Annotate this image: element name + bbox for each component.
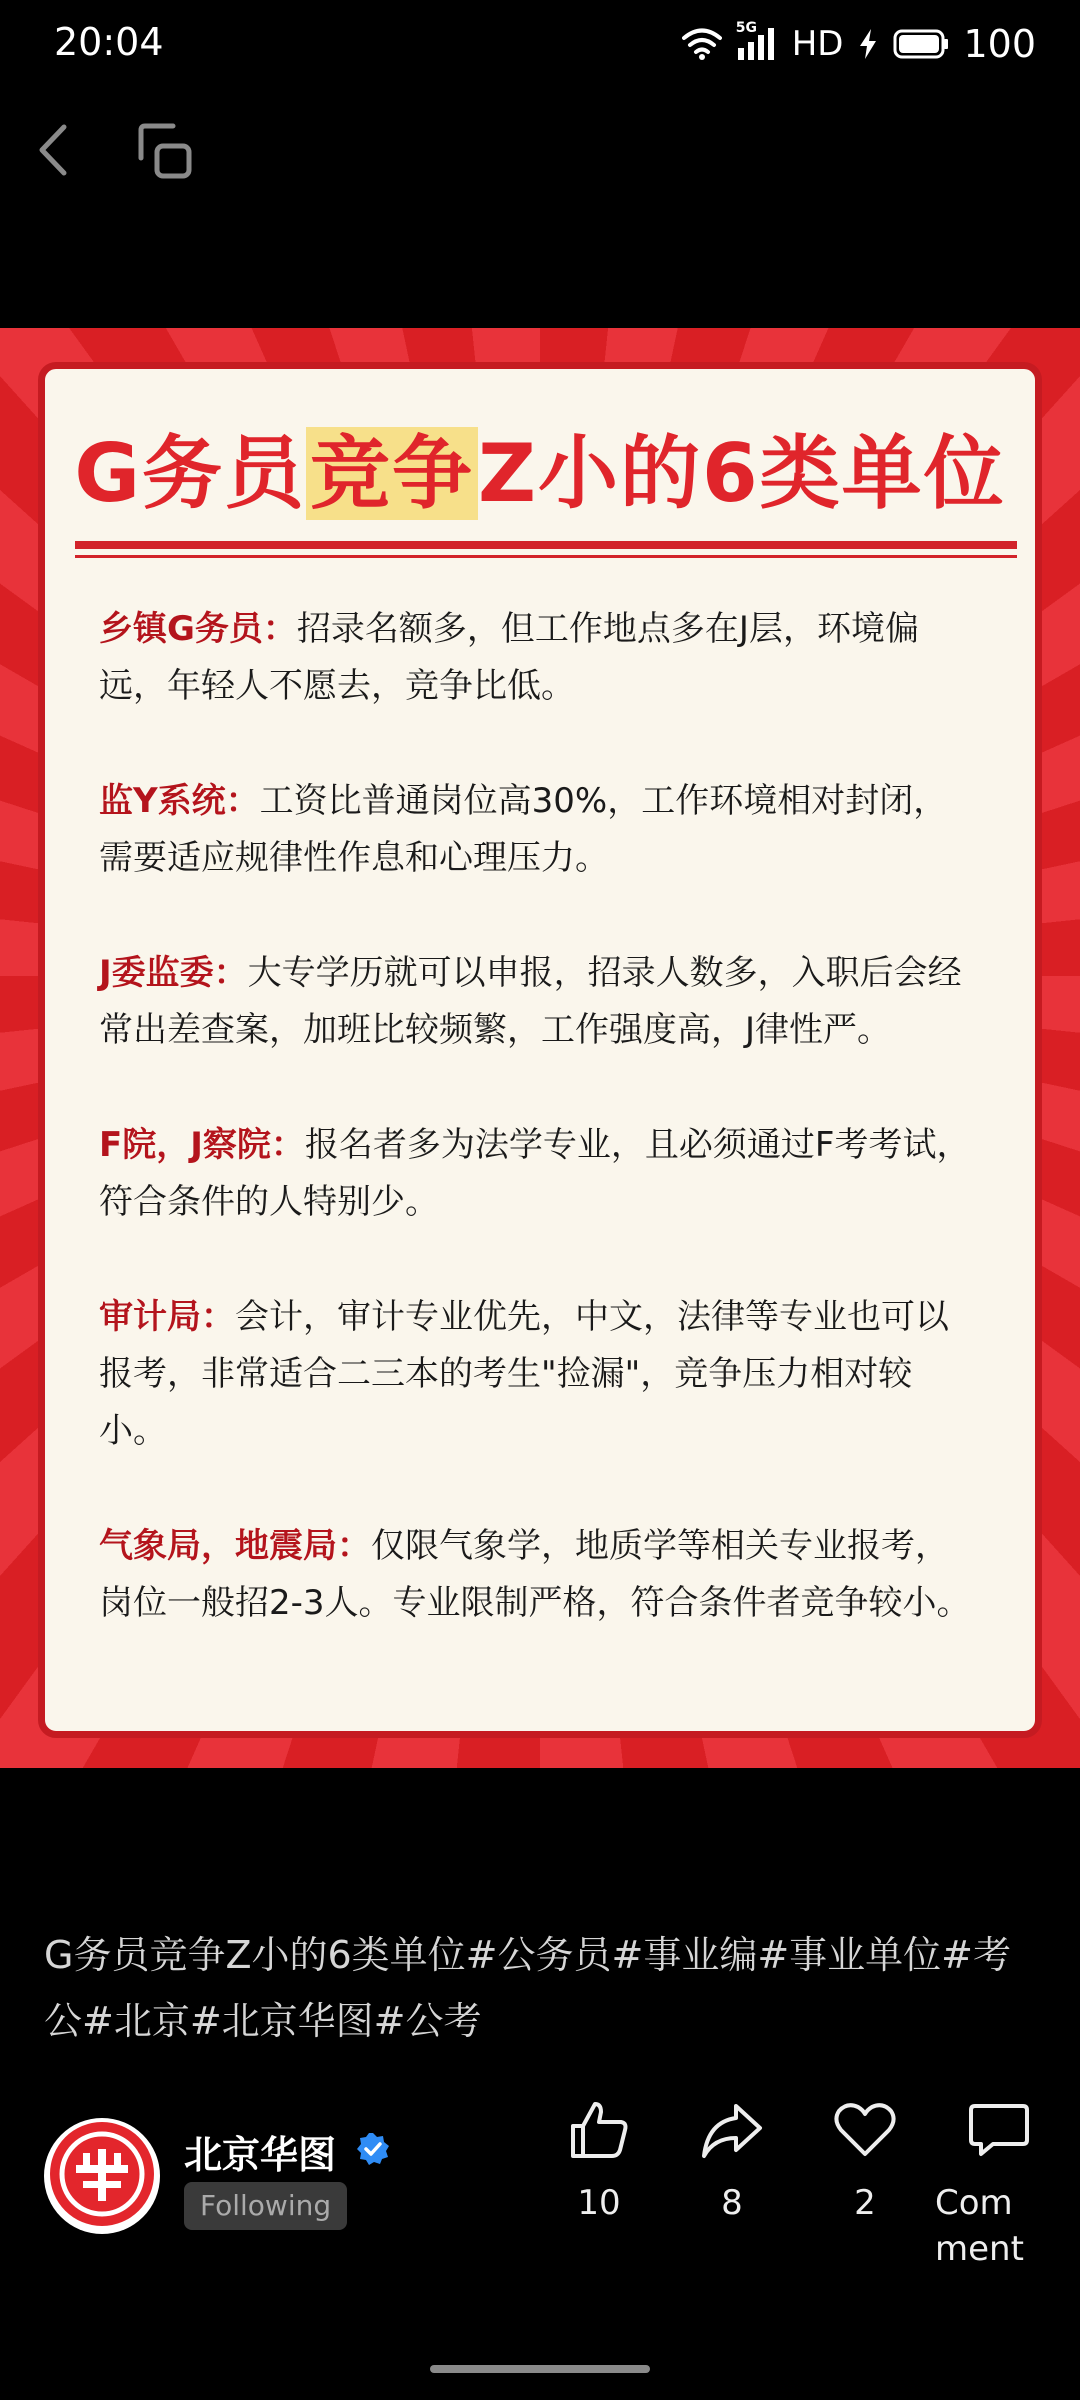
comment-button[interactable]	[935, 2098, 1045, 2272]
network-type: 5G	[735, 20, 757, 36]
home-indicator[interactable]	[430, 2365, 650, 2373]
list-item	[99, 1518, 979, 1632]
share-count: 8	[721, 2183, 743, 2223]
comment-icon	[935, 2098, 1045, 2162]
entry-heading: 监Y系统：	[99, 781, 260, 821]
wifi-icon	[682, 27, 722, 61]
avatar[interactable]	[44, 2118, 160, 2234]
list-item	[99, 1117, 979, 1231]
signal-icon	[735, 20, 778, 62]
huatu-logo-icon	[47, 2119, 157, 2233]
heart-icon	[810, 2098, 920, 2162]
entry-body: 会计，审计专业优先，中文，法律等专业也可以报考，非常适合二三本的考生"捡漏"，竞争压力相对较小。	[99, 1297, 949, 1451]
status-time: 20:04	[54, 20, 164, 64]
entry-heading: F院，J察院：	[99, 1125, 305, 1165]
entry-body: 招录名额多，但工作地点多在J层，环境偏远，年轻人不愿去，竞争比低。	[99, 609, 919, 706]
like-button[interactable]	[544, 2098, 654, 2226]
entry-list	[99, 601, 979, 1690]
title-highlight: 竞争	[306, 427, 478, 520]
status-bar	[0, 0, 1080, 90]
title-divider-thin	[75, 555, 1017, 558]
entry-body: 大专学历就可以申报，招录人数多，入职后会经常出差查案，加班比较频繁，工作强度高，J律性严。	[99, 953, 962, 1050]
entry-heading: 乡镇G务员：	[99, 609, 297, 649]
charging-icon	[857, 27, 879, 61]
hd-indicator: HD	[791, 24, 844, 64]
shrink-window-icon[interactable]	[135, 122, 195, 182]
status-icons	[682, 18, 1036, 70]
list-item	[99, 601, 979, 715]
title-prefix: G务员	[74, 427, 306, 520]
post-image[interactable]	[0, 328, 1080, 1768]
list-item	[99, 1289, 979, 1460]
title-suffix: Z小的6类单位	[478, 427, 1006, 520]
back-arrow-icon[interactable]	[30, 115, 76, 185]
poster-title	[45, 409, 1035, 524]
post-caption[interactable]: G务员竞争Z小的6类单位#公务员#事业编#事业单位#考公#北京#北京华图#公考	[44, 1933, 1012, 2043]
share-arrow-icon	[677, 2098, 787, 2162]
entry-body: 仅限气象学，地质学等相关专业报考，岗位一般招2-3人。专业限制严格，符合条件者竞争较小。	[99, 1526, 971, 1623]
entry-heading: 审计局：	[99, 1297, 235, 1337]
entry-body: 报名者多为法学专业，且必须通过F考考试，符合条件的人特别少。	[99, 1125, 971, 1222]
like-count: 10	[577, 2183, 621, 2223]
entry-heading: 气象局，地震局：	[99, 1526, 371, 1566]
entry-body: 工资比普通岗位高30%，工作环境相对封闭，需要适应规律性作息和心理压力。	[99, 781, 948, 878]
battery-icon	[893, 29, 949, 59]
poster-card	[38, 362, 1042, 1738]
author-name[interactable]: 北京华图	[184, 2133, 337, 2177]
battery-level: 100	[963, 22, 1036, 66]
title-divider	[75, 541, 1017, 549]
entry-heading: J委监委：	[99, 953, 248, 993]
comment-label: Comment	[935, 2183, 1024, 2269]
share-button[interactable]	[677, 2098, 787, 2226]
list-item	[99, 945, 979, 1059]
thumbs-up-icon	[544, 2098, 654, 2162]
verified-badge-icon	[356, 2132, 390, 2166]
following-button[interactable]: Following	[184, 2182, 347, 2230]
favorite-button[interactable]	[810, 2098, 920, 2226]
favorite-count: 2	[854, 2183, 876, 2223]
list-item	[99, 773, 979, 887]
